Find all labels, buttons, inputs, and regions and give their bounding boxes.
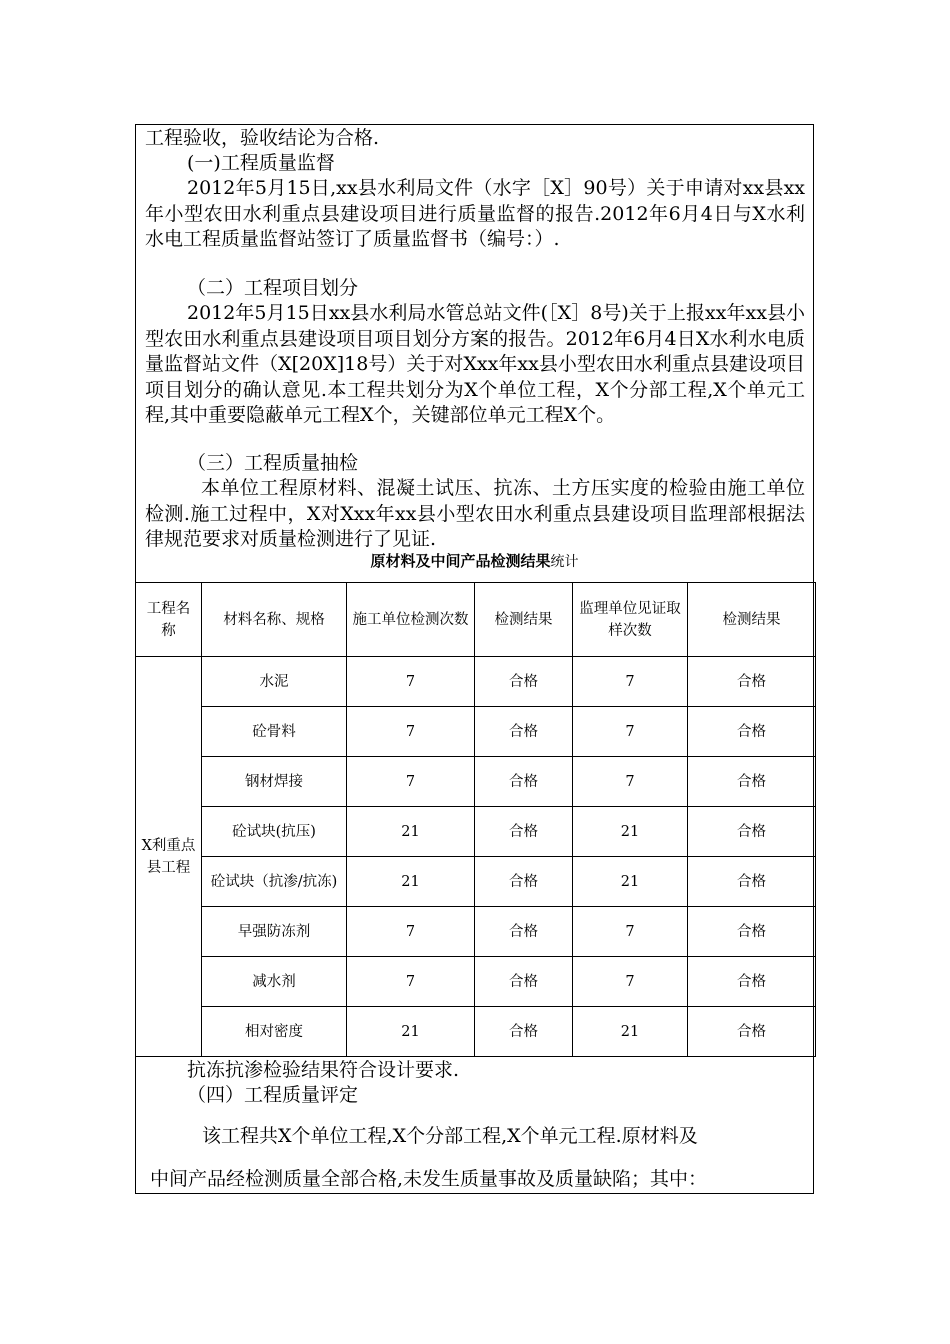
count-cell: 7 (573, 957, 688, 1007)
result-cell: 合格 (688, 907, 816, 957)
table-row (136, 1007, 816, 1057)
header-result-2: 检测结果 (688, 583, 816, 657)
count-cell: 7 (347, 757, 475, 807)
count-cell: 21 (347, 807, 475, 857)
table-row (136, 957, 816, 1007)
table-caption (135, 551, 814, 572)
count-cell: 7 (347, 707, 475, 757)
count-cell: 7 (573, 657, 688, 707)
count-cell: 21 (573, 807, 688, 857)
table-row (136, 907, 816, 957)
result-cell: 合格 (688, 1007, 816, 1057)
material-cell: 早强防冻剂 (202, 907, 347, 957)
table-row (136, 757, 816, 807)
count-cell: 7 (347, 657, 475, 707)
heading-quality-sampling: （三）工程质量抽检 (187, 452, 359, 474)
result-cell: 合格 (475, 957, 573, 1007)
result-cell: 合格 (475, 707, 573, 757)
material-cell: 减水剂 (202, 957, 347, 1007)
result-cell: 合格 (475, 857, 573, 907)
count-cell: 7 (347, 957, 475, 1007)
heading-project-division: （二）工程项目划分 (187, 277, 359, 299)
evaluation-line-1: 该工程共X个单位工程,X个分部工程,X个单元工程.原材料及 (202, 1125, 698, 1147)
material-cell: 砼试块（抗渗/抗冻) (202, 857, 347, 907)
result-cell: 合格 (475, 757, 573, 807)
table-row (136, 857, 816, 907)
result-cell: 合格 (688, 707, 816, 757)
result-cell: 合格 (688, 807, 816, 857)
material-cell: 水泥 (202, 657, 347, 707)
table-caption-normal: 统计 (550, 554, 579, 570)
material-cell: 砼试块(抗压) (202, 807, 347, 857)
count-cell: 21 (347, 1007, 475, 1057)
count-cell: 7 (347, 907, 475, 957)
table-row (136, 707, 816, 757)
count-cell: 21 (573, 1007, 688, 1057)
result-cell: 合格 (688, 857, 816, 907)
project-name-cell: X利重点县工程 (136, 657, 202, 1057)
heading-quality-evaluation: （四）工程质量评定 (187, 1084, 359, 1106)
paragraph-project-division: 2012年5月15日xx县水利局水管总站文件(［X］8号)关于上报xx年xx县小型农田水利重点县建设项目项目划分方案的报告。2012年6月4日X水利水电质量监督站文件（X[20X]18号）关于对Xxx年xx县小型农田水利重点县建设项目项目划分的确认意见.本工程共划分为X个单位工程，X个分部工程,X个单元工程,其中重要隐蔽单元工程X个，关键部位单元工程X个。 (145, 302, 805, 426)
heading-quality-supervision: (一)工程质量监督 (187, 152, 335, 174)
evaluation-line-2: 中间产品经检测质量全部合格,未发生质量事故及质量缺陷；其中： (150, 1168, 708, 1190)
table-row (136, 807, 816, 857)
header-material: 材料名称、规格 (202, 583, 347, 657)
table-header-row (136, 583, 816, 657)
result-cell: 合格 (688, 957, 816, 1007)
result-cell: 合格 (475, 1007, 573, 1057)
paragraph-quality-sampling: 本单位工程原材料、混凝土试压、抗冻、土方压实度的检验由施工单位检测.施工过程中，X对Xxx年xx县小型农田水利重点县建设项目监理部根据法律规范要求对质量检测进行了见证. (145, 477, 805, 550)
intro-line: 工程验收，验收结论为合格. (145, 127, 380, 149)
result-cell: 合格 (475, 807, 573, 857)
count-cell: 21 (573, 857, 688, 907)
table-caption-bold: 原材料及中间产品检测结果 (370, 552, 551, 570)
count-cell: 21 (347, 857, 475, 907)
count-cell: 7 (573, 907, 688, 957)
result-cell: 合格 (475, 657, 573, 707)
material-cell: 相对密度 (202, 1007, 347, 1057)
result-cell: 合格 (475, 907, 573, 957)
count-cell: 7 (573, 757, 688, 807)
header-supervisor-count: 监理单位见证取样次数 (573, 583, 688, 657)
count-cell: 7 (573, 707, 688, 757)
header-contractor-count: 施工单位检测次数 (347, 583, 475, 657)
result-cell: 合格 (688, 757, 816, 807)
conclusion-line: 抗冻抗渗检验结果符合设计要求. (187, 1059, 460, 1081)
header-result-1: 检测结果 (475, 583, 573, 657)
result-cell: 合格 (688, 657, 816, 707)
table-row (136, 657, 816, 707)
test-results-table (135, 582, 816, 1057)
material-cell: 砼骨料 (202, 707, 347, 757)
header-project-name: 工程名称 (136, 583, 202, 657)
material-cell: 钢材焊接 (202, 757, 347, 807)
paragraph-quality-supervision: 2012年5月15日,xx县水利局文件（水字［X］90号）关于申请对xx县xx年小型农田水利重点县建设项目进行质量监督的报告.2012年6月4日与X水利水电工程质量监督站签订了质量监督书（编号：）. (145, 177, 805, 250)
